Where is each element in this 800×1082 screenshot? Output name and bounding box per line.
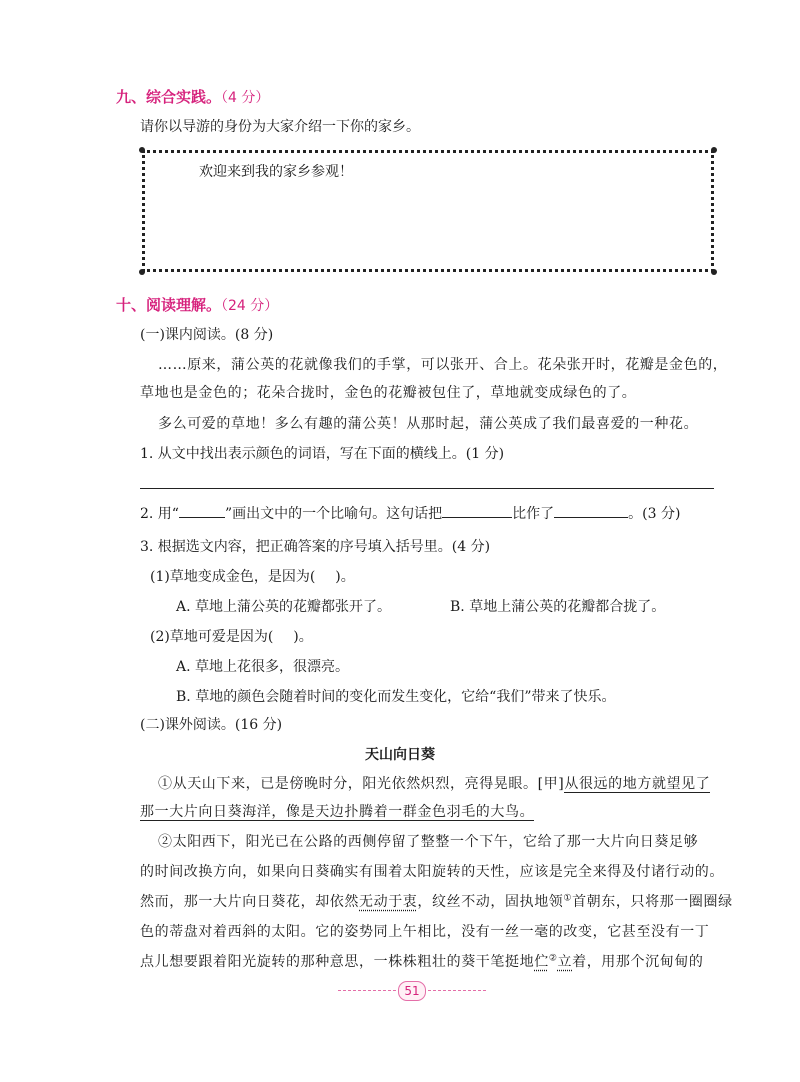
section-10-title: 十、阅读理解。 (116, 296, 222, 314)
answer-box-text: 欢迎来到我的家乡参观！ (199, 164, 353, 180)
question-3-1-end: )。 (335, 569, 355, 585)
section-9-title: 九、综合实践。 (116, 88, 222, 106)
answer-line[interactable] (140, 488, 714, 489)
section-9-heading (116, 86, 269, 107)
section-9-points: （4 分） (221, 90, 270, 106)
dotted-word-text: 伫 (534, 954, 549, 970)
blank-underline-sample (179, 503, 225, 518)
box-corner-dot (711, 147, 717, 153)
question-2-text: 。(3 分) (628, 506, 681, 522)
marker-jia: [甲] (537, 776, 565, 792)
question-3-1 (150, 566, 355, 586)
question-2 (140, 503, 680, 523)
page-divider-left (338, 990, 396, 991)
answer-box[interactable] (142, 150, 714, 272)
article-text: 然而，那一大片向日葵花，却依然 (140, 894, 359, 910)
article-text: ①从天山下来，已是傍晚时分，阳光依然炽烈，亮得晃眼。 (158, 776, 538, 792)
option-3-2-a: A. 草地上花很多，很漂亮。 (176, 659, 350, 675)
part-2-label: (二)课外阅读。(16 分) (140, 717, 283, 733)
option-3-1-b: B. 草地上蒲公英的花瓣都合拢了。 (450, 599, 666, 615)
question-2-text: 比作了 (512, 506, 555, 522)
question-3-2-end: )。 (293, 629, 313, 645)
question-3-2 (150, 626, 313, 646)
article-p2-line-2: 的时间改换方向，如果向日葵确实有围着太阳旋转的天性，应该是完全来得及付诸行动的。 (140, 864, 724, 880)
question-3-2-text: (2)草地可爱是因为( (150, 629, 274, 645)
answer-blank[interactable] (554, 503, 628, 518)
question-2-text: ”画出文中的一个比喻句。这句话把 (224, 506, 443, 522)
article-p2-line-4: 色的蒂盘对着西斜的太阳。它的姿势同上午相比，没有一丝一毫的改变，它甚至没有一丁 (140, 924, 710, 940)
article-p2-line-1: ②太阳西下，阳光已在公路的西侧停留了整整一个下午，它给了那一大片向日葵足够 (158, 834, 699, 850)
dotted-word (359, 894, 417, 910)
question-3-1-text: (1)草地变成金色，是因为( (150, 569, 316, 585)
question-3: 3. 根据选文内容，把正确答案的序号填入括号里。(4 分) (140, 539, 491, 555)
answer-blank[interactable] (442, 503, 512, 518)
section-9-instruction: 请你以导游的身份为大家介绍一下你的家乡。 (140, 119, 420, 135)
section-10-heading (116, 294, 278, 315)
dotted-word-text: 立 (557, 954, 573, 970)
option-3-2-b: B. 草地的颜色会随着时间的变化而发生变化，它给“我们”带来了快乐。 (176, 689, 616, 705)
dotted-word-text: 无动于衷 (359, 894, 418, 910)
footnote-marker: ① (563, 893, 573, 904)
box-corner-dot (711, 269, 717, 275)
article-title: 天山向日葵 (365, 747, 435, 763)
section-10-points: （24 分） (221, 298, 279, 314)
question-1: 1. 从文中找出表示颜色的词语，写在下面的横线上。(1 分) (140, 446, 505, 462)
article-p1-line-1 (158, 773, 710, 793)
article-text: 首朝东，只将那一圈圈绿 (572, 894, 733, 910)
article-p2-line-3 (140, 891, 733, 911)
box-corner-dot (139, 147, 145, 153)
page-number: 51 (398, 981, 426, 1001)
option-3-1-a: A. 草地上蒲公英的花瓣都张开了。 (176, 599, 392, 615)
passage-1-line-3: 多么可爱的草地！多么有趣的蒲公英！从那时起，蒲公英成了我们最喜爱的一种花。 (158, 416, 699, 432)
page-divider-right (428, 990, 486, 991)
passage-1-line-1: ……原来，蒲公英的花就像我们的手掌，可以张开、合上。花朵张开时，花瓣是金色的， (158, 357, 728, 373)
question-2-text: 2. 用“ (140, 506, 179, 522)
article-p1-line-2 (140, 801, 534, 821)
underlined-text: 那一大片向日葵海洋，像是天边扑腾着一群金色羽毛的大鸟。 (140, 804, 535, 820)
underlined-text: 从很远的地方就望见了 (564, 776, 711, 792)
footnote-marker: ② (548, 953, 558, 964)
article-text: 着，用那个沉甸甸的 (572, 954, 704, 970)
article-p2-line-5 (140, 951, 704, 971)
article-text: ，纹丝不动，固执地领 (417, 894, 564, 910)
part-1-label: (一)课内阅读。(8 分) (140, 327, 274, 343)
box-corner-dot (139, 269, 145, 275)
passage-1-line-2: 草地也是金色的；花朵合拢时，金色的花瓣被包住了，草地就变成绿色的了。 (140, 385, 637, 401)
article-text: 点儿想要跟着阳光旋转的那种意思，一株株粗壮的葵干笔挺地 (140, 954, 535, 970)
